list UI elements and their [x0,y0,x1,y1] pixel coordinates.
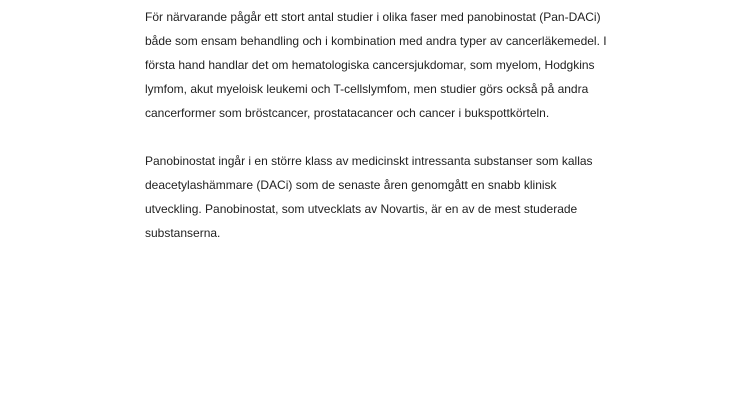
article-body [145,5,615,245]
paragraph-dac-inhibitors: Panobinostat ingår i en större klass av medicinskt intressanta substanser som kallas deacetylashämmare (DACi) som de senaste åren genomgått en snabb klinisk utveckling. Panobinostat, som utvecklats av Novartis, är en av de mest studerade substanserna. [145,154,593,240]
paragraph-studies: För närvarande pågår ett stort antal studier i olika faser med panobinostat (Pan-DACi) både som ensam behandling och i kombination med andra typer av cancerläkemedel. I första hand handlar det om hematologiska cancersjukdomar, som myelom, Hodgkins lymfom, akut myeloisk leukemi och T-cellslymfom, men studier görs också på andra cancerformer som bröstcancer, prostatacancer och cancer i bukspottkörteln. [145,10,607,120]
